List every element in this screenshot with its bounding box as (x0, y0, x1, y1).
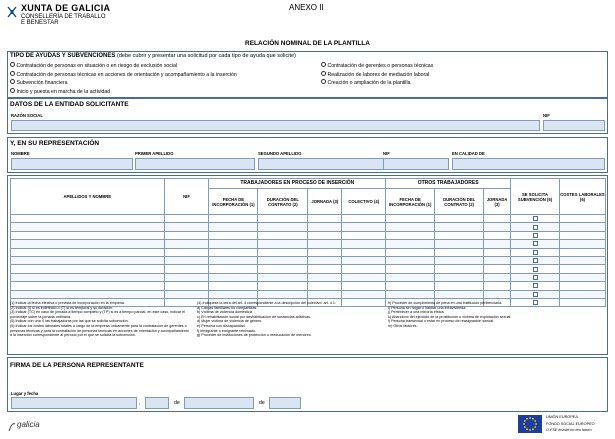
radio-option-3[interactable] (10, 79, 15, 84)
dia-field[interactable] (145, 397, 169, 409)
table-cell[interactable] (308, 265, 342, 273)
table-cell[interactable] (511, 240, 560, 248)
option-label: Contratación de personas técnicas en acciones de orientación y acompañamiento a la inserción (16, 71, 237, 78)
table-row (11, 256, 606, 264)
table-cell[interactable] (308, 282, 342, 290)
subvencion-checkbox[interactable] (533, 258, 538, 263)
note-line: (2) Indicar (I) si es indefinido o (T) si es temporal y su duración. (10, 305, 114, 310)
table-cell[interactable] (386, 240, 435, 248)
rep-nif-field[interactable] (383, 158, 449, 170)
table-cell[interactable] (511, 231, 560, 239)
table-cell[interactable] (435, 231, 484, 239)
table-cell[interactable] (511, 223, 560, 231)
table-cell[interactable] (164, 282, 209, 290)
table-cell[interactable] (435, 282, 484, 290)
table-cell[interactable] (209, 240, 258, 248)
logo-subtitle-2: E BENESTAR (21, 20, 59, 26)
table-cell[interactable] (484, 265, 511, 273)
header-group-otros: OTROS TRABAJADORES (386, 179, 511, 189)
subvencion-checkbox[interactable] (533, 233, 538, 238)
table-cell[interactable] (209, 265, 258, 273)
table-cell[interactable] (258, 231, 308, 239)
page-title: RELACIÓN NOMINAL DE LA PLANTILLA (245, 40, 370, 47)
table-cell[interactable] (308, 273, 342, 281)
table-cell[interactable] (308, 215, 342, 223)
lugar-fecha-label: Lugar y fecha (11, 391, 39, 396)
table-cell[interactable] (559, 282, 605, 290)
table-cell[interactable] (386, 265, 435, 273)
table-cell[interactable] (559, 248, 605, 256)
table-cell[interactable] (559, 215, 605, 223)
table-cell[interactable] (308, 231, 342, 239)
table-cell[interactable] (559, 240, 605, 248)
table-cell[interactable] (386, 273, 435, 281)
table-row (11, 282, 606, 290)
primer-apellido-field[interactable] (135, 158, 255, 170)
header-duracion-otros: DURACIÓN DEL CONTRATO (2) (435, 189, 484, 215)
header-costes: COSTES LABORALES (6) (559, 179, 605, 215)
firma-heading: FIRMA DE LA PERSONA REPRESENTANTE (10, 362, 144, 369)
lugar-field[interactable] (11, 397, 137, 409)
table-cell[interactable] (435, 273, 484, 281)
plantilla-table (10, 178, 606, 307)
anio-field[interactable] (269, 397, 301, 409)
subvencion-checkbox[interactable] (533, 250, 538, 255)
table-cell[interactable] (386, 231, 435, 239)
table-row (11, 273, 606, 281)
note-line: i) Persona sin hogar o habitar una infravivienda. (388, 305, 467, 310)
header-fecha-otros: FECHA DE INCORPORACIÓN (1) (386, 189, 435, 215)
table-cell[interactable] (435, 290, 484, 298)
table-cell[interactable] (342, 240, 386, 248)
radio-option-7[interactable] (321, 79, 326, 84)
table-cell[interactable] (342, 265, 386, 273)
table-cell[interactable] (164, 273, 209, 281)
header-nif: NIF (164, 179, 209, 215)
option-label: Inicio y puesta en marcha de la actividad (16, 88, 111, 95)
table-cell[interactable] (164, 240, 209, 248)
eu-flag-icon (518, 415, 542, 433)
option-label: Contratación de personas en situación o en riesgo de exclusión social (16, 63, 178, 69)
header-group-insercion: TRABAJADORES EN PROCESO DE INSERCIÓN (209, 179, 386, 189)
razon-social-label: RAZÓN SOCIAL (11, 113, 43, 118)
galicia-logo-text: galicia (17, 420, 40, 429)
subvencion-checkbox[interactable] (533, 225, 538, 230)
table-cell[interactable] (484, 256, 511, 264)
table-cell[interactable] (164, 231, 209, 239)
header-jornada-otros: JORNADA (3) (484, 189, 511, 215)
table-row (11, 265, 606, 273)
table-cell[interactable] (308, 223, 342, 231)
table-cell[interactable] (209, 273, 258, 281)
table-cell[interactable] (386, 256, 435, 264)
subvencion-checkbox[interactable] (533, 267, 538, 272)
note-line: (6) Indicar los costes laborales totales a cargo de la empresa únicamente para la contratación de gerentes o personas técnicas y para la contratación de personas técnicas en acciones de orientación y acompañamiento a la inserción correspondiente al período por el que se solicita la subvención. (10, 323, 189, 338)
table-cell[interactable] (11, 248, 165, 256)
table-cell[interactable] (559, 273, 605, 281)
option-label: Realización de labores de mediación laboral (327, 71, 430, 78)
option-label: Subvención financiera (16, 80, 68, 86)
header-fecha-insercion: FECHA DE INCORPORACIÓN (1) (209, 189, 258, 215)
table-row (11, 215, 606, 223)
rep-nif-label: NIF (383, 151, 390, 156)
galicia-logo-icon (8, 419, 16, 429)
notes-column-2 (197, 301, 397, 338)
logo-subtitle-1: CONSELLERÍA DE TRABALLO (21, 14, 106, 20)
table-cell[interactable] (559, 265, 605, 273)
notes-column-3 (388, 301, 603, 329)
table-cell[interactable] (484, 223, 511, 231)
table-cell[interactable] (308, 240, 342, 248)
table-cell[interactable] (209, 223, 258, 231)
segundo-apellido-field[interactable] (258, 158, 384, 170)
table-cell[interactable] (559, 223, 605, 231)
table-cell[interactable] (11, 240, 165, 248)
table-cell[interactable] (559, 231, 605, 239)
primer-apellido-label: PRIMER APELLIDO (135, 151, 174, 156)
table-cell[interactable] (308, 248, 342, 256)
table-cell[interactable] (511, 265, 560, 273)
table-cell[interactable] (11, 265, 165, 273)
table-cell[interactable] (435, 248, 484, 256)
subvencion-checkbox[interactable] (533, 275, 538, 280)
entidad-nif-label: NIF (543, 113, 550, 118)
subvencion-checkbox[interactable] (533, 292, 538, 297)
table-cell[interactable] (511, 256, 560, 264)
table-cell[interactable] (11, 273, 165, 281)
table-cell[interactable] (11, 256, 165, 264)
table-cell[interactable] (484, 240, 511, 248)
table-cell[interactable] (258, 240, 308, 248)
notes-section (7, 299, 608, 355)
table-cell[interactable] (209, 215, 258, 223)
table-cell[interactable] (484, 248, 511, 256)
table-cell[interactable] (435, 215, 484, 223)
table-cell[interactable] (11, 223, 165, 231)
radio-option-2[interactable] (10, 71, 15, 76)
tipo-heading: TIPO DE AYUDAS Y SUBVENCIONES (10, 53, 116, 59)
table-cell[interactable] (11, 215, 165, 223)
table-cell[interactable] (342, 273, 386, 281)
table-cell[interactable] (258, 215, 308, 223)
table-cell[interactable] (386, 248, 435, 256)
radio-option-5[interactable] (321, 62, 326, 67)
table-cell[interactable] (435, 240, 484, 248)
entidad-heading: DATOS DE LA ENTIDAD SOLICITANTE (10, 101, 129, 108)
de-label-2: de (259, 400, 265, 406)
table-cell[interactable] (386, 282, 435, 290)
note-line: (3) Indicar (TC) en caso de jornada a tiempo completo y (TP) si es a tiempo parcial, en este caso, indicar el porcentaje sobre la jornada ordinaria. (10, 310, 186, 319)
header-subvencion: SE SOLICITA SUBVENCIÓN (5) (511, 179, 560, 215)
table-cell[interactable] (209, 282, 258, 290)
table-cell[interactable] (342, 248, 386, 256)
annex-label: ANEXO II (289, 3, 324, 12)
tipo-section (7, 51, 608, 98)
table-cell[interactable] (511, 273, 560, 281)
header-apellidos: APELLIDOS Y NOMBRE (11, 179, 165, 215)
segundo-apellido-label: SEGUNDO APELLIDO (258, 151, 302, 156)
table-cell[interactable] (342, 282, 386, 290)
note-line: (1) Indicar la fecha efectiva o prevista de incorporación en la empresa. (10, 301, 125, 305)
table-cell[interactable] (435, 256, 484, 264)
subvencion-checkbox[interactable] (533, 283, 538, 288)
note-line: a) Cargas familiares no compartidas. (197, 305, 258, 310)
eu-text-2: FONDO SOCIAL EUROPEO (546, 422, 595, 426)
header-colectivo: COLECTIVO (4) (342, 189, 386, 215)
table-row (11, 223, 606, 231)
entidad-section (7, 98, 608, 134)
table-cell[interactable] (258, 248, 308, 256)
table-cell[interactable] (11, 282, 165, 290)
table-cell[interactable] (209, 290, 258, 298)
table-cell[interactable] (511, 248, 560, 256)
table-cell[interactable] (484, 282, 511, 290)
table-cell[interactable] (164, 256, 209, 264)
table-cell[interactable] (484, 215, 511, 223)
note-line: e) Persona con discapacidad. (197, 323, 246, 328)
table-cell[interactable] (11, 231, 165, 239)
table-cell[interactable] (386, 223, 435, 231)
eu-text-3: O FSE inviste no teu futuro (546, 428, 592, 432)
header-duracion-insercion: DURACIÓN DEL CONTRATO (2) (258, 189, 308, 215)
table-cell[interactable] (342, 215, 386, 223)
note-line: d) Mujer víctima de violencia de género. (197, 319, 263, 324)
table-cell[interactable] (164, 265, 209, 273)
note-line: l) Persona transexual o estar en proceso de reasignación sexual. (388, 319, 495, 324)
razon-social-field[interactable] (11, 120, 540, 131)
table-cell[interactable] (308, 256, 342, 264)
table-cell[interactable] (164, 290, 209, 298)
nombre-label: NOMBRE (11, 151, 30, 156)
firma-section: FIRMA DE LA PERSONA REPRESENTANTE Lugar y fecha , de de (7, 357, 608, 412)
table-cell[interactable] (559, 256, 605, 264)
table-cell[interactable] (511, 290, 560, 298)
note-line: c) En rehabilitación social por deshabituación de sustancias adictivas. (197, 314, 311, 319)
entidad-nif-field[interactable] (543, 120, 605, 131)
table-cell[interactable] (209, 231, 258, 239)
xunta-logo-icon (7, 5, 17, 17)
tipo-note: (debe cubrir y presentar una solicitud por cada tipo de ayuda que solicite) (117, 53, 296, 59)
nombre-field[interactable] (11, 158, 133, 170)
note-line: b) Víctima de violencia doméstica. (197, 310, 253, 315)
notes-column-1 (10, 301, 190, 338)
note-line: k) Abandono del ejercicio de la prostitución o víctima de explotación sexual. (388, 314, 512, 319)
table-cell[interactable] (258, 290, 308, 298)
table-row (11, 248, 606, 256)
table-row (11, 231, 606, 239)
table-cell[interactable] (386, 215, 435, 223)
table-cell[interactable] (342, 223, 386, 231)
table-cell[interactable] (435, 265, 484, 273)
table-cell[interactable] (484, 290, 511, 298)
table-cell[interactable] (342, 290, 386, 298)
note-line: j) Pertenecer a una minoría étnica. (388, 310, 445, 315)
radio-option-1[interactable] (10, 62, 15, 67)
radio-option-6[interactable] (321, 71, 326, 76)
table-cell[interactable] (11, 290, 165, 298)
subvencion-checkbox[interactable] (533, 241, 538, 246)
table-row (11, 240, 606, 248)
table-cell[interactable] (258, 223, 308, 231)
table-cell[interactable] (559, 290, 605, 298)
option-label: Contratación de gerentes o personas técnicas (327, 63, 434, 69)
note-line: m) Otros factores. (388, 323, 418, 328)
table-cell[interactable] (511, 215, 560, 223)
calidad-field[interactable] (452, 158, 605, 170)
calidad-label: EN CALIDAD DE (452, 151, 485, 156)
eu-text-1: UNIÓN EUROPEA (546, 415, 578, 419)
note-line: (4) Indiquese la letra del art. 4 correspondiente a la descripción del colectivo: art. 4.1: (197, 301, 336, 305)
table-cell[interactable] (209, 248, 258, 256)
table-cell[interactable] (164, 223, 209, 231)
table-cell[interactable] (342, 256, 386, 264)
table-cell[interactable] (435, 223, 484, 231)
note-line: h) Proceder de cumplimiento de pena en una institución penitenciaria. (388, 301, 503, 305)
option-label: Creación o ampliación de la plantilla (327, 80, 411, 86)
table-row (11, 290, 606, 298)
header-jornada-insercion: JORNADA (3) (308, 189, 342, 215)
mes-field[interactable] (184, 397, 254, 409)
logo-title: XUNTA DE GALICIA (21, 3, 111, 13)
note-line: g) Proceder de instituciones de protección o reeducación de menores. (197, 333, 312, 338)
table-cell[interactable] (386, 290, 435, 298)
table-cell[interactable] (164, 248, 209, 256)
table-cell[interactable] (308, 290, 342, 298)
table-cell[interactable] (258, 282, 308, 290)
table-cell[interactable] (164, 215, 209, 223)
note-line: (5) Indicar con una X las trabajadoras por las que se solicita subvención. (10, 319, 129, 324)
table-cell[interactable] (511, 282, 560, 290)
table-cell[interactable] (209, 256, 258, 264)
table-cell[interactable] (484, 273, 511, 281)
table-cell[interactable] (342, 231, 386, 239)
representacion-section (7, 137, 608, 173)
note-line: f) Inmigrante o emigrante retornado. (197, 328, 257, 333)
subvencion-checkbox[interactable] (533, 216, 538, 221)
radio-option-4[interactable] (10, 88, 15, 93)
table-cell[interactable] (258, 265, 308, 273)
table-cell[interactable] (258, 273, 308, 281)
table-cell[interactable] (258, 256, 308, 264)
table-cell[interactable] (484, 231, 511, 239)
representacion-heading: Y, EN SU REPRESENTACIÓN (10, 140, 100, 147)
de-label-1: de (174, 400, 180, 406)
